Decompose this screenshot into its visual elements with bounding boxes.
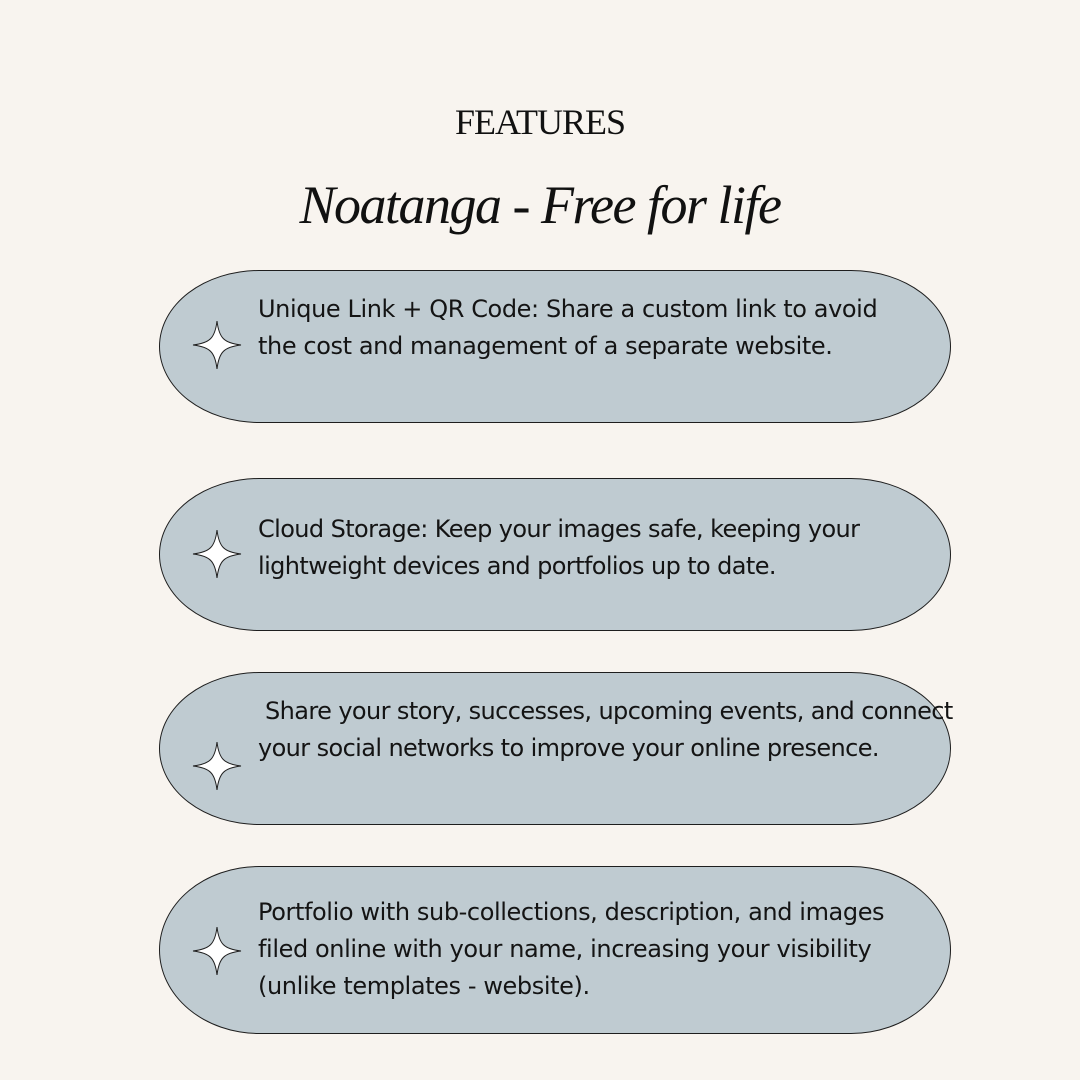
sparkle-star-icon: [192, 320, 242, 370]
feature-text: Cloud Storage: Keep your images safe, keeping your lightweight devices and portfolios up to date.: [258, 515, 860, 580]
feature-text: Unique Link + QR Code: Share a custom link to avoid the cost and management of a separate website.: [258, 295, 878, 360]
sparkle-star-icon: [192, 529, 242, 579]
features-kicker: FEATURES: [454, 102, 626, 142]
feature-card-cloud-storage: [159, 478, 951, 631]
feature-card-share-story: [159, 672, 960, 825]
feature-card-unique-link: [159, 270, 951, 423]
feature-text: Portfolio with sub-collections, description, and images filed online with your name, increasing your visibility (unlike templates - website).: [258, 898, 885, 1000]
feature-text: Share your story, successes, upcoming events, and connect your social networks to improve your online presence.: [258, 697, 960, 762]
feature-card-portfolio: [159, 866, 951, 1034]
sparkle-star-icon: [192, 741, 242, 791]
page-title: Noatanga - Free for life: [299, 175, 781, 235]
sparkle-star-icon: [192, 926, 242, 976]
